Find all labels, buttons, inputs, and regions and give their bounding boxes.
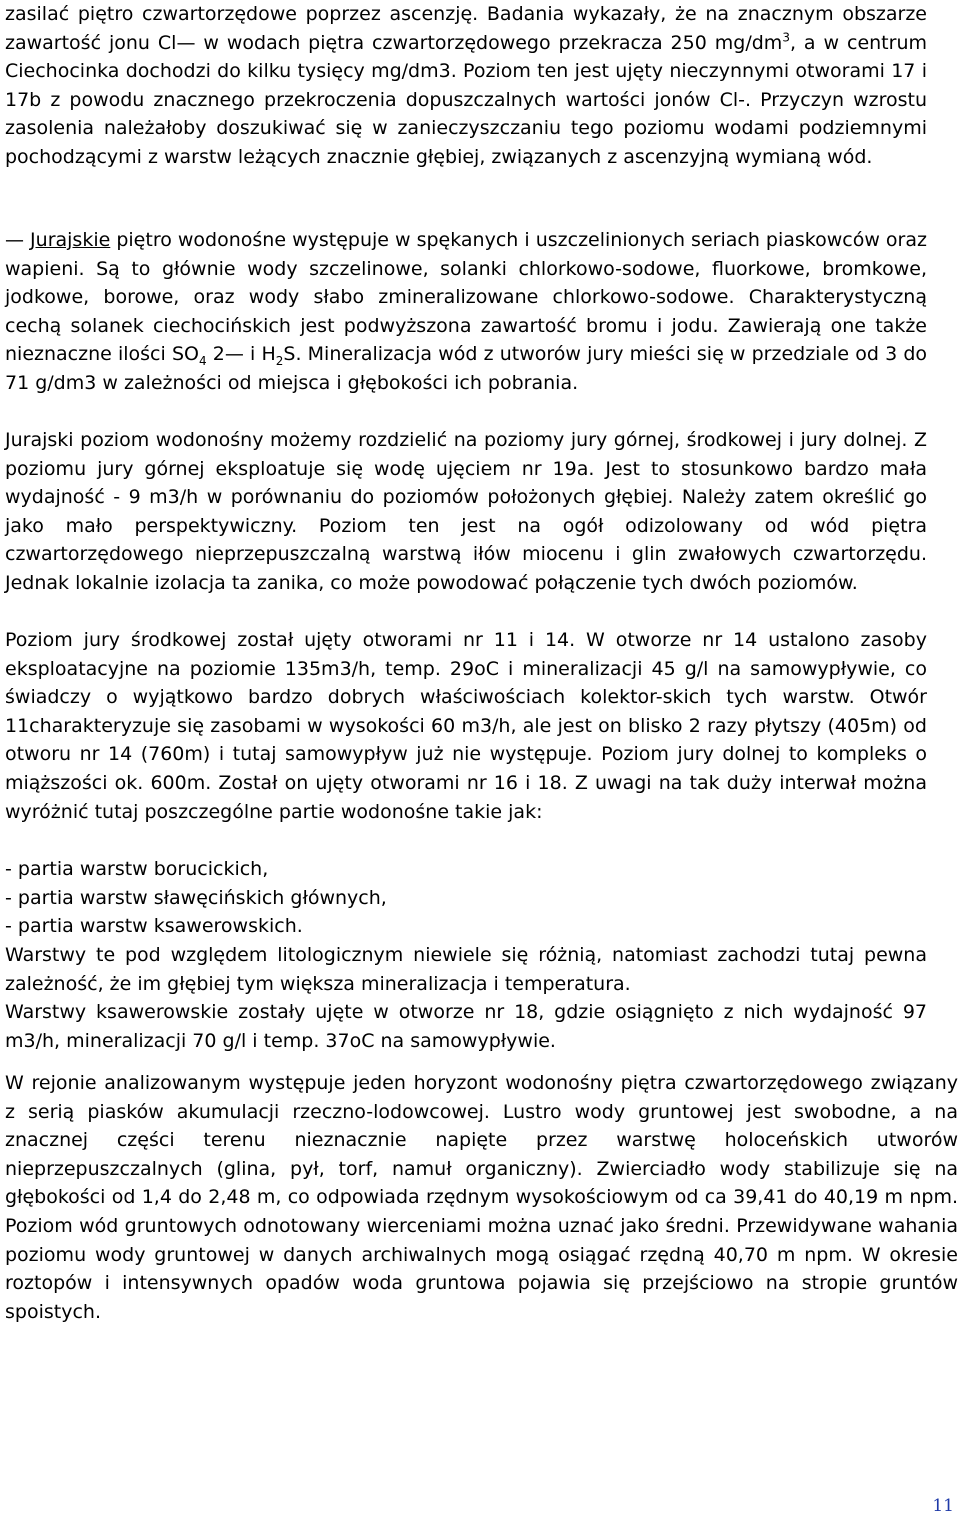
text-span: zasilać piętro czwartorzędowe poprzez ascenzję. Badania wykazały, że na znacznym obszarze zawartość jonu Cl— w wodach piętra czwartorzędowego przekracza 250 mg/dm <box>5 3 927 54</box>
list-item: - partia warstw sławęcińskich głównych, <box>5 886 387 909</box>
superscript: 3 <box>782 30 790 45</box>
paragraph-ksawerow: Warstwy ksawerowskie zostały ujęte w otworze nr 18, gdzie osiągnięto z nich wydajność 97 m3/h, mineralizacji 70 g/l i temp. 37oC na samowypływie. <box>5 1001 927 1052</box>
paragraph-upper-jura: Jurajski poziom wodonośny możemy rozdzielić na poziomy jury górnej, środkowej i jury dolnej. Z poziomu jury górnej eksploatuje się wodę ujęciem nr 19a. Jest to stosunkowo bardzo mała wydajność - 9 m3/h w porównaniu do poziomów położonych głębiej. Należy zatem określić go jako mało perspektywiczny. Poziom ten jest na ogół odizolowany od wód piętra czwartorzędowego nieprzepuszczalną warstwą iłów miocenu i glin zwałowych czwartorzędu. Jednak lokalnie izolacja ta zanika, co może powodować połączenie tych dwóch poziomów. <box>5 429 927 594</box>
page-number: 11 <box>932 1496 954 1516</box>
text-span: S. Mineralizacja wód z utworów jury mieści się w przedziale od 3 do 71 g/dm3 w zależności od miejsca i głębokości ich pobrania. <box>5 343 928 394</box>
em-dash: — <box>5 229 31 251</box>
text-span: piętro wodonośne występuje w spękanych i uszczelinionych seriach piaskowców oraz wapieni. Są to głównie wody szczelinowe, solanki chlorkowo-sodowe, fluorkowe, bromkowe, jodkowe, borowe, oraz wody słabo zmineralizowane chlorkowo-sodowe. Charakterystyczną cechą solanek ciechocińskich jest podwyższona zawartość bromu i jodu. Zawierają one także nieznaczne ilości SO <box>5 229 927 366</box>
paragraph-region: W rejonie analizowanym występuje jeden horyzont wodonośny piętra czwartorzędowego związany z serią piasków akumulacji rzeczno-lodowcowej. Lustro wody gruntowej jest swobodne, a na znacznej części terenu nieznacznie napięte przez warstwę holoceńskich utworów nieprzepuszczalnych (glina, pył, torf, namuł organiczny). Zwierciadło wody stabilizuje się na głębokości od 1,4 do 2,48 m, co odpowiada rzędnym wysokościowym od ca 39,41 do 40,19 m npm. Poziom wód gruntowych odnotowany wierceniami można uznać jako średni. Przewidywane wahania poziomu wody gruntowej w danych archiwalnych mogą osiągać rzędną 40,70 m npm. W okresie roztopów i intensywnych opadów woda gruntowa pojawia się przejściowo na stropie gruntów spoistych. <box>5 1072 958 1323</box>
subscript: 4 <box>198 354 207 369</box>
subscript: 2 <box>275 354 284 369</box>
text-span: , a w centrum Ciechocinka dochodzi do kilku tysięcy mg/dm3. Poziom ten jest ujęty nieczynnymi otworami 17 i 17b z powodu znacznego przekroczenia dopuszczalnych wartości jonów Cl-. Przyczyn wzrostu zasolenia należałoby doszukiwać się w zanieczyszczaniu tego poziomu wodami podziemnymi pochodzącymi z warstw leżących znacznie głębiej, związanych z ascenzyjną wymianą wód. <box>5 31 927 168</box>
paragraph-layers: Warstwy te pod względem litologicznym niewiele się różnią, natomiast zachodzi tutaj pewna zależność, że im głębiej tym większa mineralizacja i temperatura. <box>5 944 927 995</box>
underlined-term: Jurajskie <box>30 229 111 251</box>
paragraph-quaternary <box>5 0 927 172</box>
list-item: - partia warstw ksawerowskich. <box>5 915 303 938</box>
paragraph-jurassic <box>5 226 927 398</box>
text-span: 2— i H <box>206 343 276 366</box>
list-aquifer-parts <box>5 855 927 941</box>
paragraph-middle-jura: Poziom jury środkowej został ujęty otworami nr 11 i 14. W otworze nr 14 ustalono zasoby eksploatacyjne na poziomie 135m3/h, temp. 29oC i mineralizacji 45 g/l na samowypływie, co świadczy o wyjątkowo bardzo dobrych właściwościach kolektor-skich tych warstw. Otwór 11charakteryzuje się zasobami w wysokości 60 m3/h, ale jest on blisko 2 razy płytszy (405m) od otworu nr 14 (760m) i tutaj samowypływ już nie występuje. Poziom jury dolnej to kompleks o miąższości ok. 600m. Został on ujęty otworami nr 16 i 18. Z uwagi na tak duży interwał można wyróżnić tutaj poszczególne partie wodonośne takie jak: <box>5 629 927 823</box>
list-item: - partia warstw borucickich, <box>5 858 269 880</box>
